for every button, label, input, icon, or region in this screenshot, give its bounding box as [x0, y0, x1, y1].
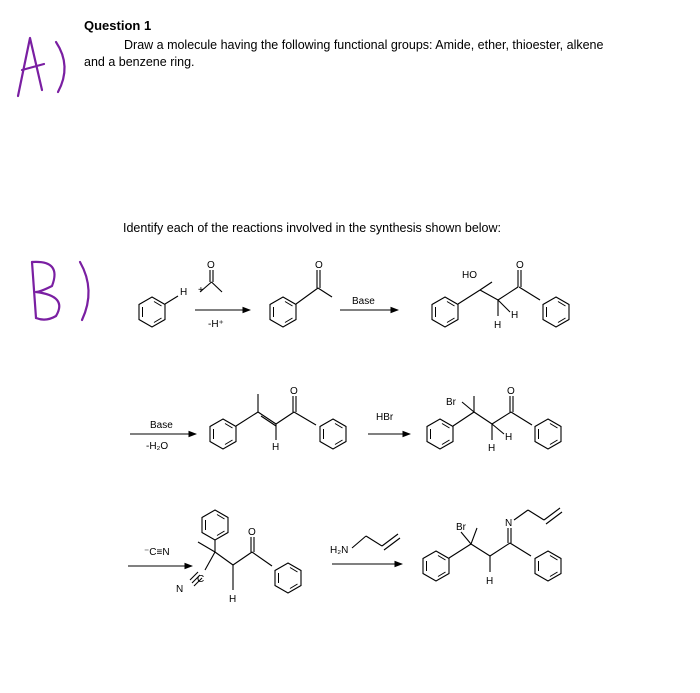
- handwritten-b-mark: [32, 262, 89, 320]
- arrow-1-below-label: -H⁺: [208, 319, 224, 330]
- acetone-like-reagent: [200, 270, 222, 292]
- amine-reagent-label: H₂N: [330, 545, 349, 556]
- plus-sign: +: [198, 285, 204, 296]
- atom-o-label: O: [516, 260, 524, 271]
- atom-o-label: O: [290, 386, 298, 397]
- atom-h-label: H: [511, 310, 519, 321]
- atom-br-label: Br: [446, 397, 456, 408]
- cyanide-reagent-label: ⁻C≡N: [144, 547, 170, 558]
- atom-o-label: O: [315, 260, 323, 271]
- atom-c-label: C: [197, 574, 205, 585]
- atom-o-label: O: [207, 260, 215, 271]
- handwritten-a-mark: [18, 38, 65, 96]
- aldol-product-molecule: [432, 270, 569, 327]
- atom-o-label: O: [507, 386, 515, 397]
- atom-n-label: N: [176, 584, 184, 595]
- arrow-3-above-label: Base: [150, 420, 173, 431]
- imine-product-molecule: [423, 508, 562, 581]
- arrow-3-below-label: -H₂O: [146, 441, 169, 452]
- arrow-4-above-label: HBr: [376, 412, 394, 423]
- nitrile-ketone-molecule: [190, 510, 301, 593]
- atom-h-label: H: [505, 432, 513, 443]
- benzene-molecule: [139, 296, 178, 327]
- atom-h-label: H: [272, 442, 280, 453]
- atom-o-label: O: [248, 527, 256, 538]
- atom-n-label: N: [505, 518, 513, 529]
- atom-h-label: H: [180, 287, 188, 298]
- atom-ho-label: HO: [462, 270, 477, 281]
- atom-br-label: Br: [456, 522, 466, 533]
- atom-h-label: H: [229, 594, 237, 605]
- atom-h-label: H: [494, 320, 502, 331]
- atom-h-label: H: [486, 576, 494, 587]
- acetophenone-molecule: [270, 270, 332, 327]
- allylamine-reagent: [352, 534, 400, 550]
- part-b-instruction: Identify each of the reactions involved in the synthesis shown below:: [123, 221, 501, 235]
- arrow-2-above-label: Base: [352, 296, 375, 307]
- enone-molecule: [210, 394, 346, 449]
- atom-h-label: H: [488, 443, 496, 454]
- question-prompt: Draw a molecule having the following functional groups: Amide, ether, thioester, alkene and a benzene ring.: [84, 38, 604, 69]
- question-title: Question 1: [84, 18, 152, 33]
